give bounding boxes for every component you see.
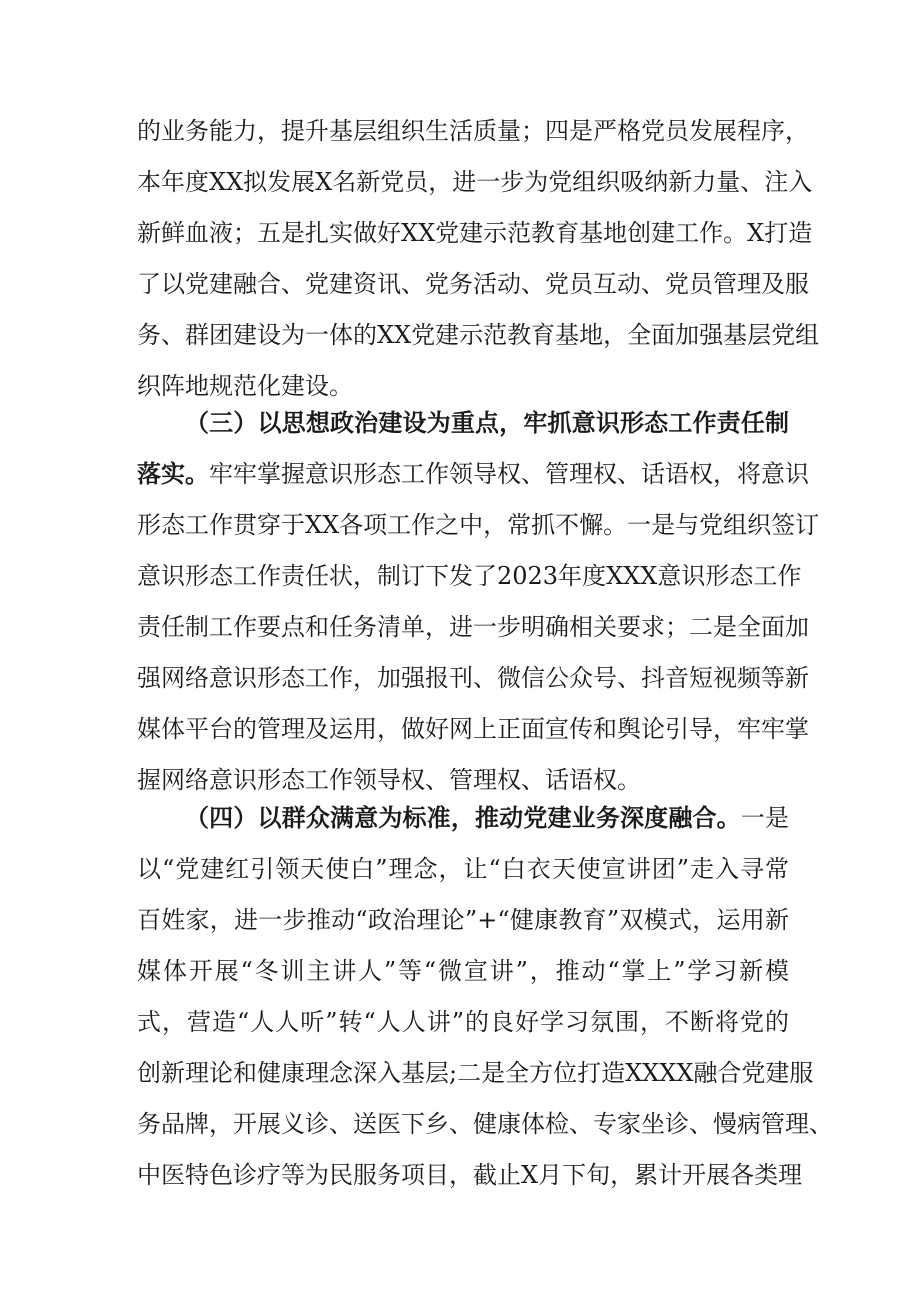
text-span: 牢牢掌握意识形态工作领导权、管理权、话语权，将意识: [209, 460, 809, 488]
text-line: 了以党建融合、党建资讯、党务活动、党员互动、党员管理及服: [137, 270, 809, 298]
text-line: 织阵地规范化建设。: [137, 372, 353, 400]
text-line: 中医特色诊疗等为民服务项目，截止X月下旬，累计开展各类理: [137, 1161, 803, 1189]
text-line: 百姓家，进一步推动“政治理论”+“健康教育”双模式，运用新: [137, 906, 789, 934]
text-line: 媒体开展“冬训主讲人”等“微宣讲”，推动“掌上”学习新模: [137, 957, 789, 985]
text-line: 责任制工作要点和任务清单，进一步明确相关要求；二是全面加: [137, 613, 809, 641]
text-line: [137, 459, 809, 489]
text-line: [185, 803, 789, 833]
text-line: 以“党建红引领天使白”理念，让“白衣天使宣讲团”走入寻常: [137, 855, 789, 883]
text-line: 强网络意识形态工作，加强报刊、微信公众号、抖音短视频等新: [137, 664, 809, 692]
text-span: 一是: [740, 804, 790, 832]
section-heading-3: （三）以思想政治建设为重点，牢抓意识形态工作责任制: [185, 408, 789, 437]
text-line: 媒体平台的管理及运用，做好网上正面宣传和舆论引导，牢牢掌: [137, 715, 809, 743]
text-line: 务、群团建设为一体的XX党建示范教育基地，全面加强基层党组: [137, 321, 820, 349]
text-line: 本年度XX拟发展X名新党员，进一步为党组织吸纳新力量、注入: [137, 168, 813, 196]
text-line: 务品牌，开展义诊、送医下乡、健康体检、专家坐诊、慢病管理、: [137, 1110, 833, 1138]
section-heading-3-end: 落实。: [137, 459, 209, 488]
section-heading-4: （四）以群众满意为标准，推动党建业务深度融合。: [185, 803, 741, 832]
text-line: 意识形态工作责任状，制订下发了2023年度XXX意识形态工作: [137, 562, 802, 590]
text-line: 形态工作贯穿于XX各项工作之中，常抓不懈。一是与党组织签订: [137, 511, 820, 539]
text-line: 式，营造“人人听”转“人人讲”的良好学习氛围，不断将党的: [137, 1008, 789, 1036]
text-line: 握网络意识形态工作领导权、管理权、话语权。: [137, 766, 641, 794]
text-line: 的业务能力，提升基层组织生活质量；四是严格党员发展程序，: [137, 117, 809, 145]
text-line: 创新理论和健康理念深入基层;二是全方位打造XXXX融合党建服: [137, 1059, 814, 1087]
text-line: 新鲜血液；五是扎实做好XX党建示范教育基地创建工作。X打造: [137, 219, 813, 247]
